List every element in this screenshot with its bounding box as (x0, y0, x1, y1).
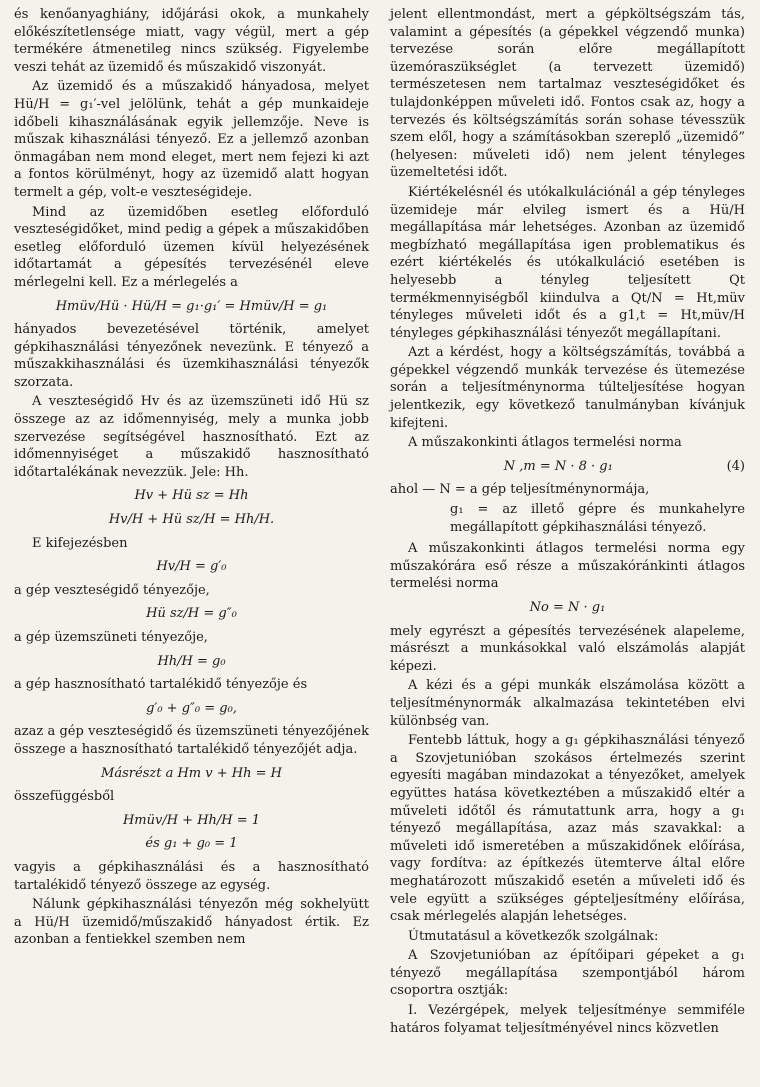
equation: Hv + Hü sz = Hh (134, 488, 249, 504)
caption: a gép üzemszüneti tényezője, (14, 630, 208, 645)
equation: Hh/H = g₀ (157, 653, 226, 669)
paragraph: Fentebb láttuk, hogy a g₁ gépkihasználási tényező a Szovjetunióban szokásos értelmezés szerint egyesíti magában mindazokat a tényezőket, amelyek együttes hatása következtében a műszakidő eltér a műveleti időtől és rámutattunk arra, hogy a g₁ tényező megállapítása, azaz más szavakkal: a műveleti idő ismeretében a műszakidőnek előírása, vagy fordítva: az építkezés ütemterve által előre meghatározott műszakidő esetén a műveleti idő és vele együtt a szükséges gépteljesítmény előírása, csak mérlegelés alapján lehetséges. (390, 733, 745, 925)
equation: N ,m = N · 8 · g₁ (503, 458, 613, 474)
paragraph: Kiértékelésnél és utókalkulációnál a gép tényleges üzemideje már elvileg ismert és a Hü/H megállapítása már lehetséges. Azonban az üzemidő megbízható megállapítása igen problematikus és ezért kiértékelés és utókalkuláció esetében is helyesebb a tényleg teljesített Qt termékmennyiségből kiindulva a Qt/N = Ht,müv tényleges műveleti időt és a g1,t = Ht,müv/H tényleges gépkihasználási tényezőt megállapítani. (390, 184, 745, 341)
left-column (14, 6, 369, 951)
equation: No = N · g₁ (529, 600, 606, 615)
equation: Hü sz/H = g″₀ (146, 606, 237, 622)
equation: Hmüv/Hü · Hü/H = g₁·g₁′ = Hmüv/H = g₁ (55, 298, 328, 314)
equation: Másrészt a Hm v + Hh = H (101, 765, 282, 781)
paragraph: A műszakonkinti átlagos termelési norma (408, 435, 682, 451)
equation: Hmüv/H + Hh/H = 1 (122, 812, 261, 828)
paragraph: A műszakonkinti átlagos termelési norma egy műszakórára eső része a műszakóránkinti átlagos termelési norma (390, 541, 745, 592)
paragraph: Útmutatásul a következők szolgálnak: (408, 928, 659, 944)
equation-number: (4) (726, 458, 745, 474)
paragraph: Az üzemidő és a műszakidő hányadosa, melyet Hü/H = g₁′-vel jelölünk, tehát a gép munkaideje időbeli kihasználásának egyik jellemzője. Neve is műszak kihasználási tényező. Ez a jellemző azonban önmagában nem mond eleget, mert nem fejezi ki azt a fontos körülményt, hogy az üzemidő alatt hogyan termelt a gép, volt-e veszteségideje. (14, 79, 369, 200)
right-column (390, 6, 745, 1039)
equation: Hv/H + Hü sz/H = Hh/H. (108, 512, 275, 528)
paragraph: Azt a kérdést, hogy a költségszámítás, továbbá a gépekkel végzendő munkák tervezése és ütemezése során a teljesítménynorma túlteljesítése hogyan jelentkezik, egy következő tanulmányban kívánjuk kifejteni. (390, 345, 745, 431)
equation-4 (390, 458, 745, 476)
paragraph: E kifejezésben (32, 535, 128, 551)
definition: ahol — N = a gép teljesítménynormája, (390, 482, 650, 498)
paragraph: összefüggésből (14, 789, 115, 805)
paragraph: A kézi és a gépi munkák elszámolása között a teljesítménynormák alkalmazása tekintetében elvi különbség van. (390, 678, 745, 729)
paragraph: I. Vezérgépek, melyek teljesítménye semmiféle határos folyamat teljesítményével nincs közvetlen (390, 1003, 745, 1036)
paragraph: vagyis a gépkihasználási és a hasznosítható tartalékidő tényező összege az egység. (14, 859, 369, 893)
equation: Hv/H = g′₀ (156, 559, 227, 575)
equation: g′₀ + g″₀ = g₀, (146, 700, 237, 716)
paragraph: és kenőanyaghiány, időjárási okok, a munkahely előkészítetlensége miatt, vagy végül, mert a gép termékére átmenetileg nincs szükség. Figyelembe veszi tehát az üzemidő és műszakidő viszonyát. (14, 7, 369, 75)
definitions (390, 481, 745, 536)
caption: a gép veszteségidő tényezője, (14, 582, 210, 598)
definition: g₁ = az illető gépre és munkahelyre megállapított gépkihasználási tényező. (450, 502, 745, 535)
paragraph: mely egyrészt a gépesítés tervezésének alapeleme, másrészt a munkásokkal való elszámolás alapját képezi. (390, 623, 745, 674)
equation: és g₁ + g₀ = 1 (145, 836, 238, 852)
paragraph: Nálunk gépkihasználási tényezőn még sokhelyütt a Hü/H üzemidő/műszakidő hányadost értik. Ez azonban a fentiekkel szemben nem (14, 897, 369, 948)
paragraph: hányados bevezetésével történik, amelyet gépkihasználási tényezőnek nevezünk. E tényező a műszakkihasználási és üzemkihasználási tényezők szorzata. (14, 322, 369, 390)
paragraph: A Szovjetunióban az építőipari gépeket a g₁ tényező megállapítása szempontjából három csoportra osztják: (390, 948, 745, 999)
paragraph: azaz a gép veszteségidő és üzemszüneti tényezőjének összege a hasznosítható tartalékidő tényezőjét adja. (14, 724, 369, 757)
caption: a gép hasznosítható tartalékidő tényezője és (14, 677, 308, 693)
paragraph: A veszteségidő Hv és az üzemszüneti idő Hü sz összege az az időmennyiség, mely a munka jobb szervezése segítségével hasznosítható. Ezt az időmennyiséget a műszakidő hasznosítható időtartalékának nevezzük. Jele: Hh. (14, 394, 369, 480)
paragraph: jelent ellentmondást, mert a gépköltségszám tás, valamint a gépesítés (a gépekkel végzendő munka) tervezése során előre megállapított üzemóraszükséglet (a tervezett üzemidő) természetesen nem tartalmaz veszteségidőket és tulajdonképpen műveleti idő. Fontos csak az, hogy a tervezés és költségszámítás során sohase tévesszük szem elől, hogy a számításokban szereplő „üzemidő” (helyesen: műveleti idő) nem jelent tényleges üzemeltetési időt. (390, 7, 745, 181)
paragraph: Mind az üzemidőben esetleg előforduló veszteségidőket, mind pedig a gépek a műszakidőben esetleg előforduló üzemen kívül helyezésének időtartamát a gépesítés tervezésénél eleve mérlegelni kell. Ez a mérlegelés a (14, 204, 369, 290)
